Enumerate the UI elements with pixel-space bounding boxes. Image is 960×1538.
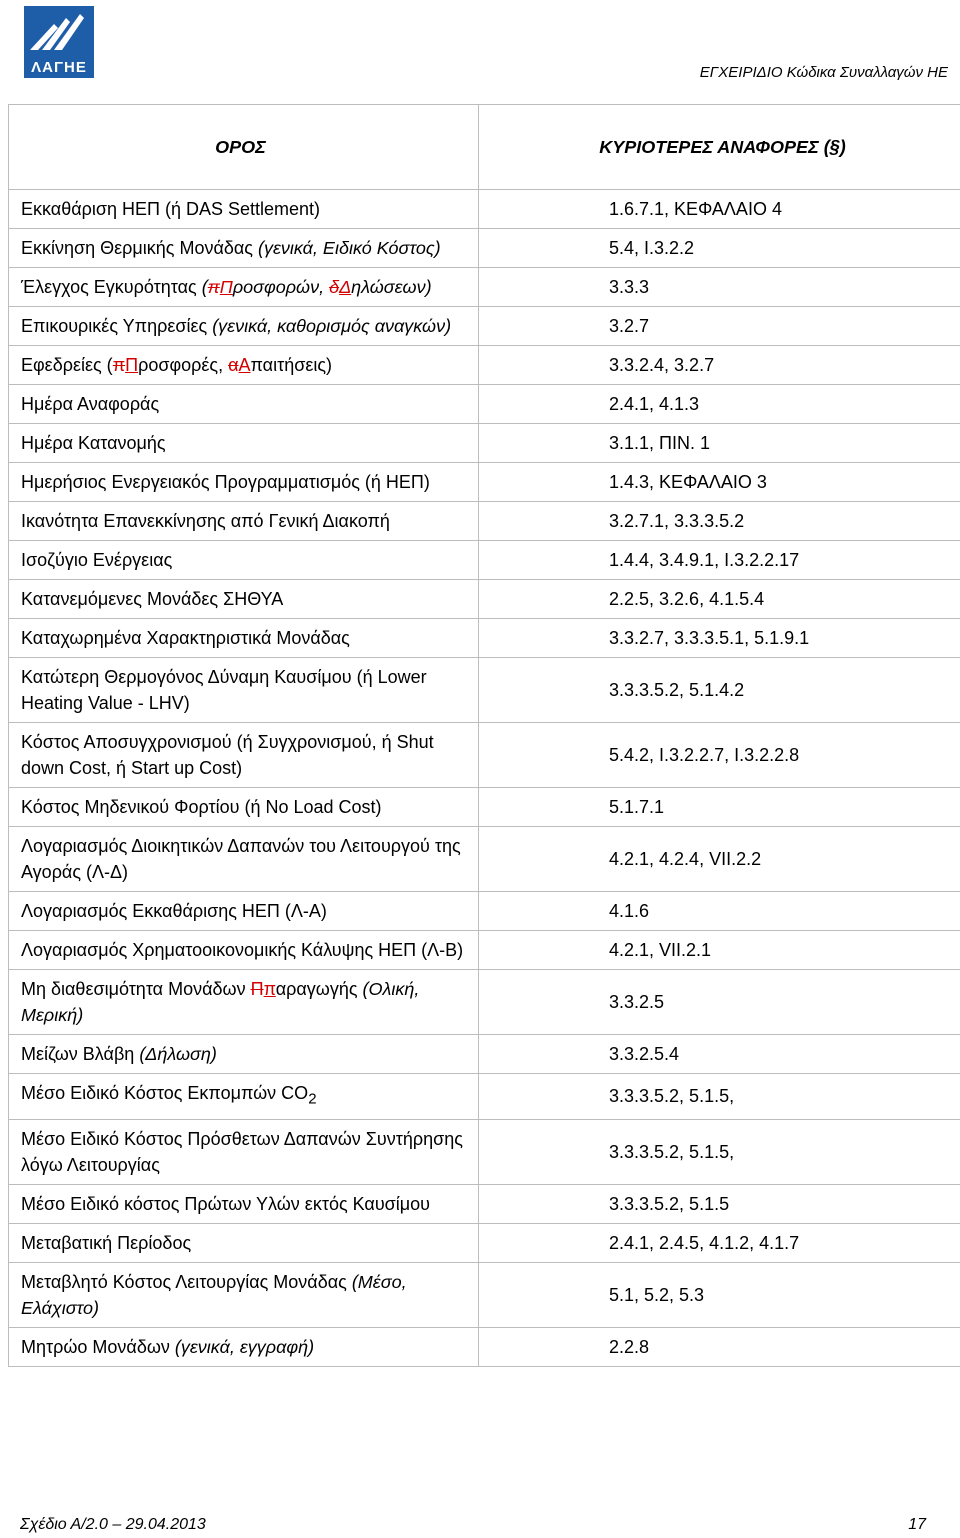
table-row: [9, 1035, 960, 1074]
term-cell: [9, 658, 479, 723]
inserted-text: Π: [219, 277, 233, 297]
table-header-row: [9, 105, 960, 190]
term-text: Λογαριασμός Διοικητικών Δαπανών του Λειτουργού της Αγοράς (Λ-Δ): [21, 836, 461, 882]
deleted-text: α: [228, 355, 239, 375]
term-cell: [9, 463, 479, 502]
term-cell: [9, 346, 479, 385]
term-text: Μεταβατική Περίοδος: [21, 1232, 192, 1253]
reference-cell: 3.1.1, ΠΙΝ. 1: [479, 424, 960, 463]
reference-cell: 5.4.2, I.3.2.2.7, I.3.2.2.8: [479, 723, 960, 788]
table-row: [9, 788, 960, 827]
term-text: Καταχωρημένα Χαρακτηριστικά Μονάδας: [21, 628, 350, 648]
term-text: Μείζων Βλάβη: [21, 1044, 140, 1064]
term-cell: [9, 268, 479, 307]
term-text: Λογαριασμός Εκκαθάρισης ΗΕΠ (Λ-Α): [21, 901, 327, 921]
table-row: [9, 827, 960, 892]
term-cell: [9, 502, 479, 541]
reference-cell: 5.4, I.3.2.2: [479, 229, 960, 268]
table-row: [9, 1262, 960, 1327]
term-cell: [9, 1074, 479, 1120]
reference-cell: 2.2.8: [479, 1327, 960, 1366]
term-text: Έλεγχος Εγκυρότητας: [21, 277, 202, 297]
term-cell: [9, 229, 479, 268]
table-row: [9, 723, 960, 788]
reference-cell: 1.4.3, ΚΕΦΑΛΑΙΟ 3: [479, 463, 960, 502]
term-text: Μη διαθεσιμότητα Μονάδων: [21, 979, 251, 999]
term-text: Λογαριασμός Χρηματοοικονομικής Κάλυψης ΗΕΠ (Λ-Β): [21, 940, 464, 960]
subscript-text: 2: [308, 1090, 317, 1108]
term-cell: [9, 307, 479, 346]
term-text: παιτήσεις): [250, 355, 333, 375]
table-row: [9, 385, 960, 424]
deleted-text: π: [112, 355, 126, 375]
logo-text: ΛΑΓΗΕ: [31, 59, 87, 76]
reference-cell: 1.4.4, 3.4.9.1, I.3.2.2.17: [479, 541, 960, 580]
term-text: Κόστος Αποσυγχρονισμού (ή Συγχρονισμού, ή Shut down Cost, ή Start up Cost): [21, 732, 434, 778]
table-row: [9, 307, 960, 346]
reference-cell: 3.3.2.5: [479, 970, 960, 1035]
term-cell: [9, 892, 479, 931]
term-text: Ημέρα Αναφοράς: [21, 394, 160, 414]
reference-cell: 3.3.3.5.2, 5.1.5,: [479, 1074, 960, 1120]
reference-cell: 3.3.2.5.4: [479, 1035, 960, 1074]
reference-cell: 2.4.1, 2.4.5, 4.1.2, 4.1.7: [479, 1223, 960, 1262]
term-cell: [9, 1184, 479, 1223]
column-header-references: ΚΥΡΙΟΤΕΡΕΣ ΑΝΑΦΟΡΕΣ (§): [479, 105, 960, 190]
deleted-text: π: [207, 277, 220, 297]
table-row: [9, 619, 960, 658]
term-text: Επικουρικές Υπηρεσίες: [21, 316, 213, 336]
footer-page-number: 17: [908, 1516, 926, 1533]
term-text: Εκκίνηση Θερμικής Μονάδας: [21, 238, 258, 258]
reference-cell: 3.3.3.5.2, 5.1.4.2: [479, 658, 960, 723]
table-row: [9, 970, 960, 1035]
term-qualifier: ηλώσεων): [351, 277, 432, 297]
term-text: Μεταβλητό Κόστος Λειτουργίας Μονάδας: [21, 1271, 352, 1292]
term-text: Κόστος Μηδενικού Φορτίου (ή No Load Cost): [21, 797, 382, 817]
term-cell: [9, 723, 479, 788]
term-qualifier: (γενικά, Ειδικό Κόστος): [257, 238, 441, 258]
term-text: Κατανεμόμενες Μονάδες ΣΗΘΥΑ: [21, 589, 284, 609]
term-cell: [9, 385, 479, 424]
term-qualifier: (γενικά, εγγραφή): [174, 1336, 315, 1357]
reference-cell: 3.3.3: [479, 268, 960, 307]
reference-cell: 3.3.3.5.2, 5.1.5,: [479, 1119, 960, 1184]
reference-cell: 5.1.7.1: [479, 788, 960, 827]
company-logo: [24, 6, 94, 78]
table-row: [9, 229, 960, 268]
term-cell: [9, 788, 479, 827]
term-cell: [9, 1035, 479, 1074]
table-row: [9, 1074, 960, 1120]
term-cell: [9, 190, 479, 229]
term-cell: [9, 541, 479, 580]
table-row: [9, 346, 960, 385]
table-row: [9, 580, 960, 619]
reference-cell: 2.4.1, 4.1.3: [479, 385, 960, 424]
inserted-text: Α: [238, 355, 251, 375]
reference-cell: 3.2.7.1, 3.3.3.5.2: [479, 502, 960, 541]
reference-cell: 1.6.7.1, ΚΕΦΑΛΑΙΟ 4: [479, 190, 960, 229]
table-row: [9, 1223, 960, 1262]
term-text: Μέσο Ειδικό κόστος Πρώτων Υλών εκτός Καυσίμου: [21, 1193, 430, 1214]
reference-cell: 3.2.7: [479, 307, 960, 346]
inserted-text: Δ: [339, 277, 352, 297]
reference-cell: 4.2.1, VII.2.1: [479, 931, 960, 970]
term-qualifier: (γενικά, καθορισμός αναγκών): [212, 316, 452, 336]
reference-cell: 3.3.2.4, 3.2.7: [479, 346, 960, 385]
table-row: [9, 424, 960, 463]
term-cell: [9, 424, 479, 463]
term-text: αραγωγής: [275, 979, 363, 999]
term-text: Ισοζύγιο Ενέργειας: [21, 550, 173, 570]
term-qualifier: (Δήλωση): [139, 1044, 217, 1064]
table-row: [9, 268, 960, 307]
term-text: Μέσο Ειδικό Κόστος Πρόσθετων Δαπανών Συντήρησης λόγω Λειτουργίας: [21, 1128, 463, 1175]
term-cell: [9, 970, 479, 1035]
term-cell: [9, 1327, 479, 1366]
term-qualifier: (Ολική, Μερική): [21, 979, 420, 1025]
table-row: [9, 931, 960, 970]
table-row: [9, 1119, 960, 1184]
reference-cell: 2.2.5, 3.2.6, 4.1.5.4: [479, 580, 960, 619]
term-text: Ικανότητα Επανεκκίνησης από Γενική Διακοπή: [21, 511, 390, 531]
term-text: ροσφορές,: [138, 355, 229, 375]
reference-cell: 3.3.3.5.2, 5.1.5: [479, 1184, 960, 1223]
table-row: [9, 541, 960, 580]
term-text: Μέσο Ειδικό Κόστος Εκπομπών CO: [21, 1083, 309, 1103]
term-text: Ημέρα Κατανομής: [21, 433, 166, 453]
deleted-text: δ: [329, 277, 340, 297]
reference-cell: 5.1, 5.2, 5.3: [479, 1262, 960, 1327]
deleted-text: Π: [250, 979, 264, 999]
term-cell: [9, 619, 479, 658]
reference-cell: 4.2.1, 4.2.4, VII.2.2: [479, 827, 960, 892]
term-cell: [9, 1262, 479, 1327]
term-cell: [9, 1223, 479, 1262]
term-text: Εφεδρείες (: [21, 355, 113, 375]
footer-draft-version: Σχέδιο Α/2.0 – 29.04.2013: [20, 1516, 206, 1533]
table-row: [9, 892, 960, 931]
document-header-title: ΕΓΧΕΙΡΙΔΙΟ Κώδικα Συναλλαγών ΗΕ: [699, 64, 948, 81]
table-row: [9, 190, 960, 229]
term-text: Ημερήσιος Ενεργειακός Προγραμματισμός (ή ΗΕΠ): [21, 472, 430, 492]
column-header-term: ΟΡΟΣ: [9, 105, 479, 190]
term-text: Κατώτερη Θερμογόνος Δύναμη Καυσίμου (ή Lower Heating Value - LHV): [21, 667, 427, 713]
table-row: [9, 502, 960, 541]
term-text: Μητρώο Μονάδων: [21, 1336, 175, 1357]
reference-cell: 3.3.2.7, 3.3.3.5.1, 5.1.9.1: [479, 619, 960, 658]
inserted-text: Π: [125, 355, 139, 375]
term-cell: [9, 931, 479, 970]
table-row: [9, 658, 960, 723]
table-row: [9, 463, 960, 502]
table-row: [9, 1327, 960, 1366]
term-text: Εκκαθάριση ΗΕΠ (ή DAS Settlement): [21, 199, 321, 219]
table-row: [9, 1184, 960, 1223]
terms-table: [8, 104, 960, 1367]
term-cell: [9, 1119, 479, 1184]
inserted-text: π: [263, 979, 276, 999]
logo-emblem-icon: [24, 6, 94, 58]
term-cell: [9, 580, 479, 619]
term-qualifier: (: [201, 277, 208, 297]
term-qualifier: (Μέσο, Ελάχιστο): [21, 1271, 407, 1318]
term-qualifier: ροσφορών,: [232, 277, 330, 297]
term-cell: [9, 827, 479, 892]
reference-cell: 4.1.6: [479, 892, 960, 931]
